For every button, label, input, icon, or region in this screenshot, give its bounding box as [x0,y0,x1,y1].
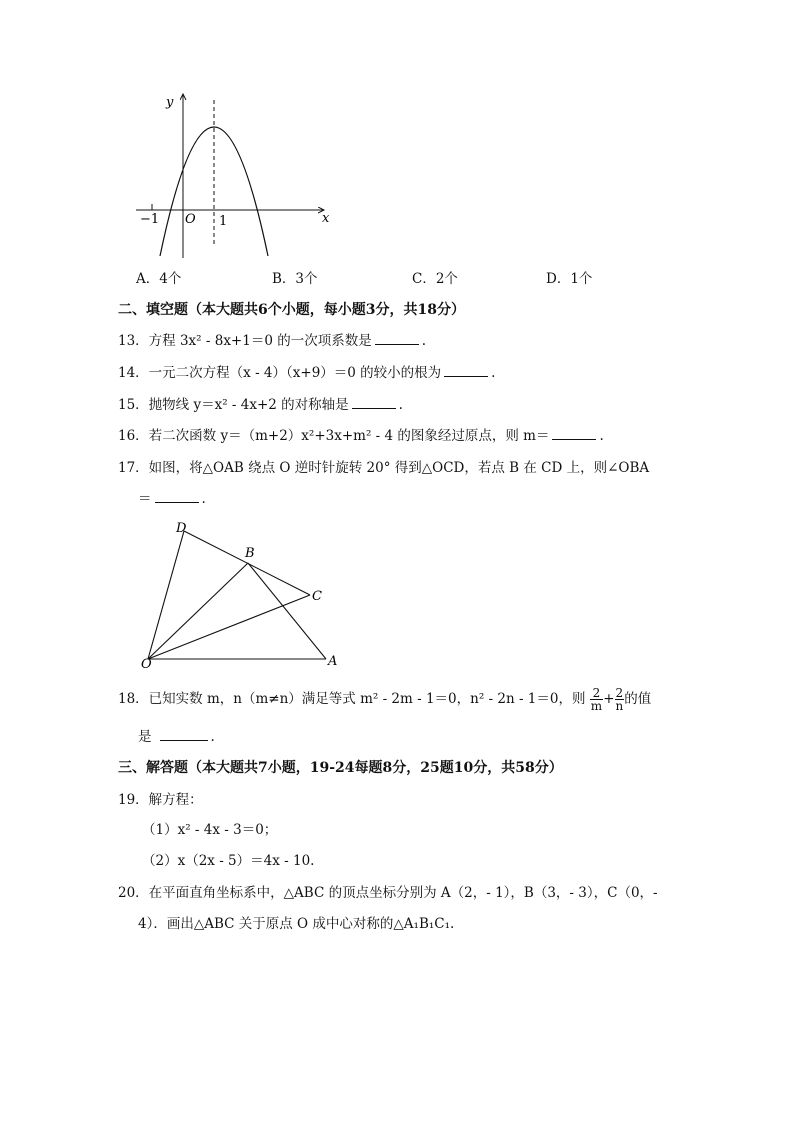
q14-blank[interactable] [444,364,488,377]
fraction-2-over-n [615,687,625,712]
question-17-line1: 17．如图，将△OAB 绕点 O 逆时针旋转 20° 得到△OCD，若点 B 在 CD 上，则∠OBA [118,460,650,476]
fraction-2-over-m [590,687,603,712]
q17-equals: ＝ [138,491,152,507]
segment-ob [148,563,248,659]
q14-text: 14．一元二次方程（x - 4）（x+9）＝0 的较小的根为 [118,365,442,381]
question-18-line2 [138,728,215,746]
q13-text: 13．方程 3x² - 8x+1＝0 的一次项系数是 [118,333,372,349]
q16-blank[interactable] [552,427,596,440]
q16-end: . [599,428,604,444]
segment-dc [184,531,310,595]
section-2-heading: 二、填空题（本大题共6个小题，每小题3分，共18分） [118,302,465,318]
rotation-figure [138,518,348,673]
y-axis-label: y [166,95,174,110]
q13-blank[interactable] [375,332,419,345]
question-19-part2: （2）x（2x - 5）＝4x - 10. [142,853,315,869]
question-20-line2: 4）．画出△ABC 关于原点 O 成中心对称的△A₁B₁C₁. [138,916,455,932]
q18-period: . [210,729,215,745]
question-18-line1 [118,682,651,716]
frac1-den: m [590,699,603,713]
one-label: 1 [219,214,228,229]
segment-od [148,531,184,659]
point-d-label: D [176,521,187,536]
neg-one-label: −1 [140,212,160,227]
option-d: D．1个 [546,271,593,287]
section-3-heading: 三、解答题（本大题共7小题，19-24每题8分，25题10分，共58分） [118,760,563,776]
q13-end: . [421,333,427,349]
q15-end: . [398,397,403,413]
q14-end: . [491,365,496,381]
parabola-graph [130,88,340,263]
question-17-line2 [138,490,206,508]
segment-oc [148,595,310,659]
q18-text: 18．已知实数 m，n（m≠n）满足等式 m² - 2m - 1＝0，n² - 2n - 1＝0，则 [118,691,586,707]
q18-blank[interactable] [160,728,208,741]
q17-blank[interactable] [155,490,199,503]
question-15 [118,396,403,414]
point-c-label: C [312,589,322,604]
origin-label: O [185,212,196,227]
option-c: C．2个 [412,271,458,287]
q16-text: 16．若二次函数 y＝（m+2）x²+3x+m² - 4 的图象经过原点，则 m＝ [118,428,550,444]
question-14 [118,364,495,382]
q18-is: 是 [138,729,152,745]
point-o-label: O [141,657,152,672]
frac2-den: n [615,699,624,713]
question-20-line1: 20．在平面直角坐标系中，△ABC 的顶点坐标分别为 A（2，- 1），B（3，- 3），C（0，- [118,885,658,901]
question-19-part1: （1）x² - 4x - 3＝0； [142,822,278,838]
q15-text: 15．抛物线 y＝x² - 4x+2 的对称轴是 [118,397,349,413]
point-a-label: A [328,654,338,669]
q17-end: . [201,491,206,507]
frac1-num: 2 [590,687,603,700]
point-b-label: B [245,546,255,561]
x-axis-label: x [322,211,330,226]
segment-ba [248,563,326,659]
frac2-num: 2 [615,686,624,700]
option-a: A．4个 [136,271,182,287]
option-b: B．3个 [272,271,318,287]
q18-end: 的值 [624,691,652,707]
question-19-title: 19．解方程： [118,792,203,808]
question-16 [118,427,604,445]
q15-blank[interactable] [352,396,396,409]
q18-plus: + [603,691,615,707]
question-13 [118,332,426,350]
